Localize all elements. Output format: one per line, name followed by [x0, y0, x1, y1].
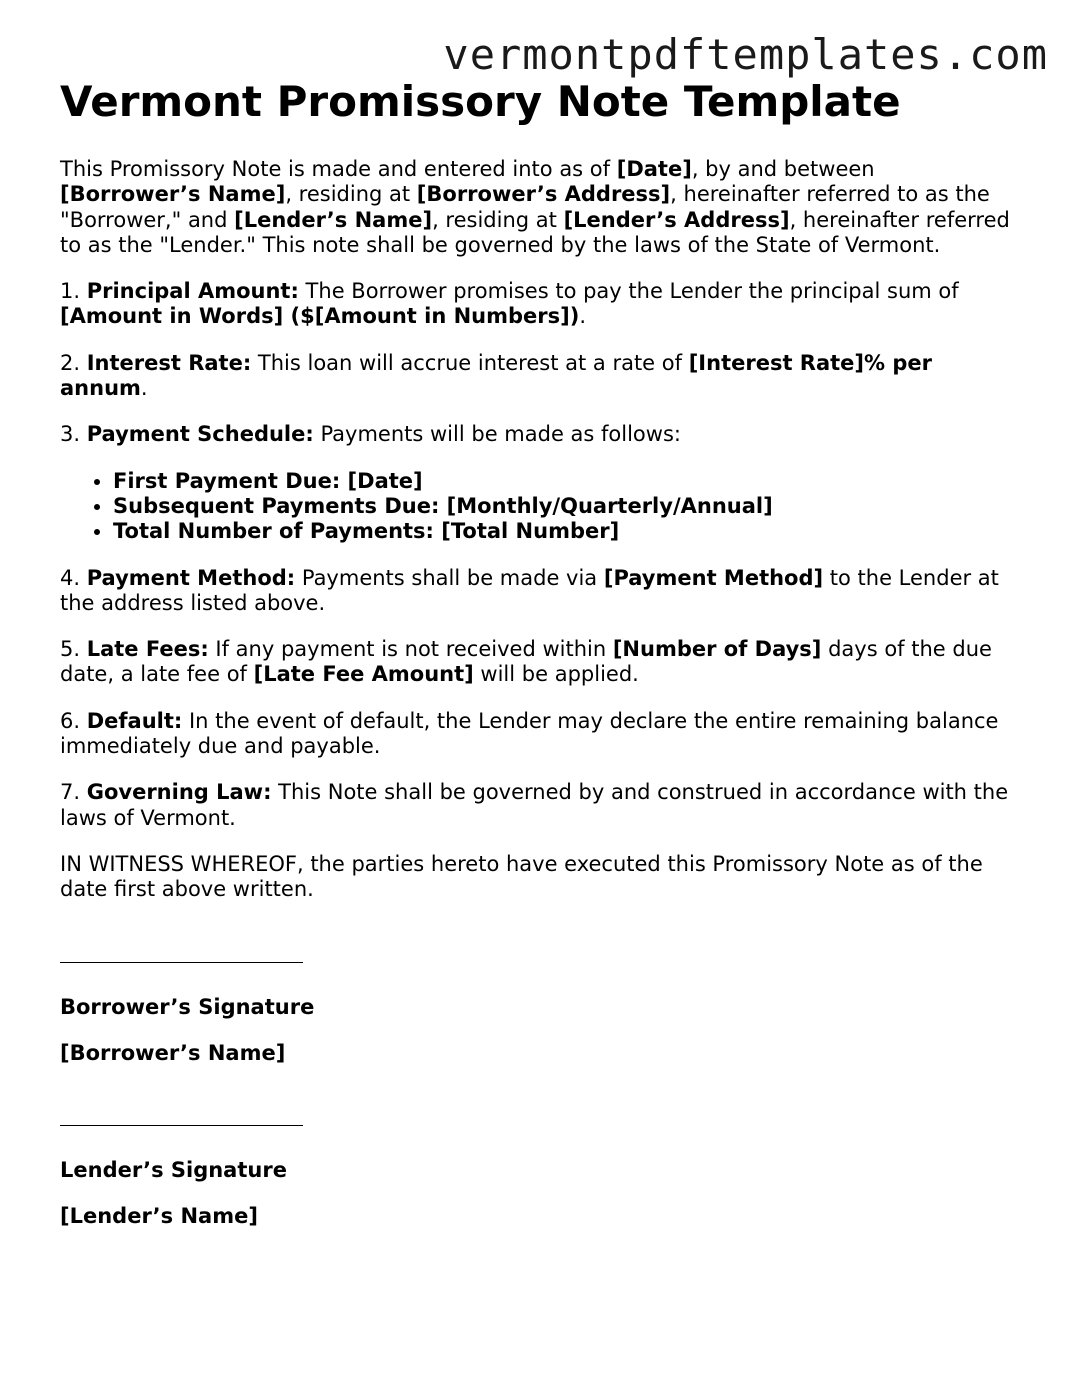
lender-signature-label: Lender’s Signature — [60, 1158, 287, 1183]
site-watermark: vermontpdftemplates.com — [443, 30, 1048, 79]
intro-text: , residing at — [432, 207, 564, 232]
section-governing-law — [60, 780, 1020, 831]
section-heading: Default: — [86, 708, 183, 733]
section-number: 2. — [60, 350, 87, 375]
list-item: • First Payment Due: [Date] — [113, 469, 1020, 494]
section-text: If any payment is not received within — [208, 637, 613, 662]
document-title: Vermont Promissory Note Template — [60, 77, 901, 126]
list-item: • Total Number of Payments: [Total Number] — [113, 519, 1020, 544]
intro-text: This Promissory Note is made and entered into as of — [60, 157, 617, 181]
section-heading: Payment Method: — [86, 565, 296, 590]
section-default — [60, 709, 1020, 760]
section-text: This loan will accrue interest at a rate of — [251, 350, 689, 375]
section-text: . — [579, 304, 587, 329]
intro-paragraph — [60, 157, 1020, 258]
section-heading: Late Fees: — [86, 637, 209, 662]
section-heading: Governing Law: — [86, 780, 272, 805]
section-heading: Payment Schedule: — [86, 422, 314, 447]
payment-schedule-list — [60, 469, 1020, 545]
section-text: . — [140, 376, 148, 401]
section-number: 1. — [60, 279, 87, 304]
section-interest — [60, 351, 1020, 402]
lender-address-placeholder: [Lender’s Address] — [563, 207, 790, 232]
days-placeholder: [Number of Days] — [612, 637, 822, 662]
section-number: 4. — [60, 565, 87, 590]
section-heading: Interest Rate: — [86, 350, 252, 375]
section-number: 7. — [60, 780, 87, 805]
document-body — [60, 157, 1020, 1251]
lender-signature-line — [60, 1112, 1020, 1137]
borrower-name-label: [Borrower’s Name] — [60, 1040, 286, 1065]
section-text: Payments shall be made via — [295, 565, 604, 590]
section-text: The Borrower promises to pay the Lender the principal sum of — [298, 279, 959, 304]
section-text: will be applied. — [473, 662, 639, 687]
lender-name-label: [Lender’s Name] — [60, 1204, 258, 1229]
section-method — [60, 566, 1020, 617]
borrower-name-placeholder: [Borrower’s Name] — [60, 182, 286, 207]
amount-placeholder: [Amount in Words] ($[Amount in Numbers]) — [60, 304, 580, 329]
borrower-signature-label: Borrower’s Signature — [60, 994, 315, 1019]
payment-method-placeholder: [Payment Method] — [603, 565, 824, 590]
interest-rate-placeholder: [Interest Rate]% per annum — [60, 350, 932, 401]
signature-rule — [60, 949, 303, 963]
witness-paragraph: IN WITNESS WHEREOF, the parties hereto have executed this Promissory Note as of the date first above written. — [60, 851, 983, 902]
section-heading: Principal Amount: — [86, 279, 299, 304]
section-principal — [60, 279, 1020, 330]
section-text: Payments will be made as follows: — [313, 422, 681, 447]
section-text: In the event of default, the Lender may declare the entire remaining balance immediately due and payable. — [60, 708, 999, 759]
borrower-address-placeholder: [Borrower’s Address] — [416, 182, 671, 207]
section-schedule — [60, 422, 1020, 447]
date-placeholder: [Date] — [616, 157, 692, 181]
section-text: to the Lender at the address listed above. — [60, 565, 999, 615]
borrower-signature-line — [60, 949, 1020, 974]
intro-text: , hereinafter referred to as the "Lender." This note shall be governed by the laws of the State of Vermont. — [60, 207, 1010, 257]
intro-text: , residing at — [285, 182, 417, 207]
list-item: • Subsequent Payments Due: [Monthly/Quarterly/Annual] — [113, 494, 1020, 519]
section-number: 6. — [60, 708, 87, 733]
late-fee-placeholder: [Late Fee Amount] — [253, 662, 474, 687]
intro-text: , by and between — [691, 157, 875, 181]
section-text: days of the due date, a late fee of — [60, 637, 992, 687]
section-number: 3. — [60, 422, 87, 447]
section-text: This Note shall be governed by and construed in accordance with the laws of Vermont. — [60, 780, 1009, 830]
signature-rule — [60, 1112, 303, 1126]
section-number: 5. — [60, 637, 87, 662]
lender-name-placeholder: [Lender’s Name] — [234, 207, 433, 232]
intro-text: , hereinafter referred to as the "Borrower," and — [60, 182, 990, 232]
section-late-fees — [60, 637, 1020, 688]
